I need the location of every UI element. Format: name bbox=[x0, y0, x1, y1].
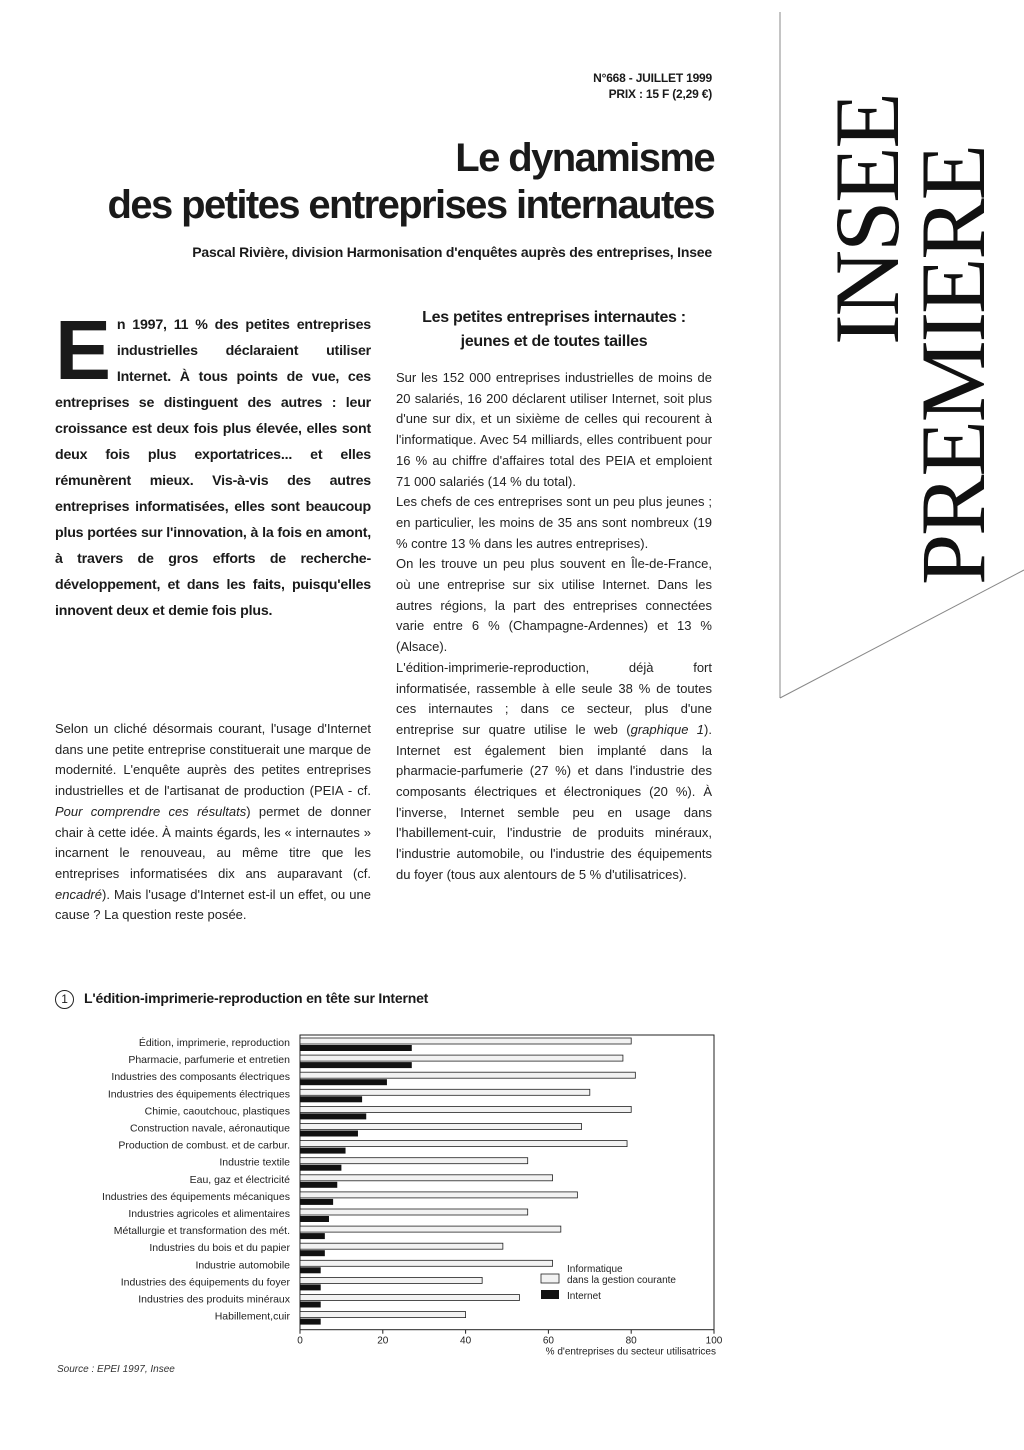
drop-cap: E bbox=[55, 303, 111, 397]
title-line-1: Le dynamisme bbox=[455, 136, 714, 180]
x-tick-label: 60 bbox=[542, 1335, 554, 1347]
lead-text: n 1997, 11 % des petites entreprises industrielles déclaraient utiliser Internet. À tous points de vue, ces entreprises se distinguent des autres : leur croissance est deux fois plus élevée, elles sont deux fois plus exportatrices... et elles rémunèrent mieux. Vis-à-vis des autres entreprises informatisées, elles sont beaucoup plus portées sur l'innovation, à la fois en amont, à travers de gros efforts de recherche-développement, et dans les faits, puisqu'elles innovent deux et demie fois plus. bbox=[55, 317, 371, 619]
bar-internet bbox=[300, 1216, 329, 1222]
bar-internet bbox=[300, 1131, 358, 1137]
x-tick-label: 20 bbox=[377, 1335, 389, 1347]
paragraph-1: Sur les 152 000 entreprises industrielles de moins de 20 salariés, 16 200 déclarent utiliser Internet, soit plus d'une sur dix, et un sixième de celles qui recourent à l'informatique. Avec 54 milliards, elles contribuent pour 16 % au chiffre d'affaires total des PEIA et emploient 71 000 salariés (14 % du total). bbox=[396, 370, 712, 489]
bar-informatique bbox=[300, 1141, 627, 1147]
category-label: Production de combust. et de carbur. bbox=[118, 1139, 290, 1152]
category-label: Eau, gaz et électricité bbox=[189, 1173, 290, 1186]
intro-emphasis-1: Pour comprendre ces résultats bbox=[55, 803, 247, 819]
bar-internet bbox=[300, 1182, 337, 1188]
bar-informatique bbox=[300, 1158, 528, 1164]
legend-label-informatique-1: Informatique bbox=[567, 1264, 623, 1275]
category-label: Industries des équipements du foyer bbox=[120, 1276, 290, 1289]
chart-title bbox=[55, 990, 428, 1009]
chart-number: 1 bbox=[55, 990, 74, 1009]
category-label: Industries des produits minéraux bbox=[138, 1293, 290, 1306]
paragraph-4-text-a: L'édition-imprimerie-reproduction, déjà fort informatisée, rassemble à elle seule 38 % de toutes ces internautes ; dans ce secteur, plus d'une entreprise sur quatre utilise le web ( bbox=[396, 659, 712, 737]
bar-chart bbox=[0, 1025, 1024, 1360]
category-label: Métallurgie et transformation des mét. bbox=[113, 1225, 290, 1238]
bar-internet bbox=[300, 1284, 321, 1290]
bar-internet bbox=[300, 1267, 321, 1273]
bar-informatique bbox=[300, 1295, 519, 1301]
brand-premiere: PREMIERE bbox=[902, 146, 1004, 585]
bar-informatique bbox=[300, 1072, 635, 1078]
issue-price: PRIX : 15 F (2,29 €) bbox=[608, 87, 712, 101]
bar-informatique bbox=[300, 1209, 528, 1215]
x-tick-label: 80 bbox=[625, 1335, 637, 1347]
bar-informatique bbox=[300, 1226, 561, 1232]
intro-text-1: Selon un cliché désormais courant, l'usage d'Internet dans une petite entreprise constituerait une marque de modernité. L'enquête auprès des petites entreprises industrielles et de l'artisanat de production (PEIA - cf. bbox=[55, 721, 371, 799]
bar-informatique bbox=[300, 1089, 590, 1095]
category-label: Industries du bois et du papier bbox=[149, 1242, 290, 1255]
page-title bbox=[108, 135, 714, 229]
legend-swatch-internet bbox=[541, 1290, 559, 1299]
category-label: Industrie automobile bbox=[195, 1259, 290, 1272]
bar-internet bbox=[300, 1079, 387, 1085]
chart-title-text: L'édition-imprimerie-reproduction en tête sur Internet bbox=[84, 990, 429, 1007]
intro-text-2: ) permet de donner chair à cette idée. À maints égards, les « internautes » incarnent le renouveau, au même titre que les entreprises informatisées dix ans auparavant (cf. bbox=[55, 803, 371, 881]
title-line-2: des petites entreprises internautes bbox=[107, 183, 714, 227]
intro-emphasis-2: encadré bbox=[55, 886, 102, 902]
bar-internet bbox=[300, 1148, 346, 1154]
legend-label-informatique-2: dans la gestion courante bbox=[567, 1275, 676, 1286]
bar-internet bbox=[300, 1113, 366, 1119]
issue-number: N°668 - JUILLET 1999 bbox=[593, 71, 712, 85]
chart-source: Source : EPEI 1997, Insee bbox=[57, 1364, 175, 1375]
bar-internet bbox=[300, 1250, 325, 1256]
bar-informatique bbox=[300, 1192, 577, 1198]
x-tick-label: 40 bbox=[460, 1335, 472, 1347]
x-axis-label: % d'entreprises du secteur utilisatrices bbox=[545, 1346, 716, 1358]
bar-informatique bbox=[300, 1277, 482, 1283]
bar-internet bbox=[300, 1199, 333, 1205]
bar-internet bbox=[300, 1302, 321, 1308]
category-label: Construction navale, aéronautique bbox=[130, 1122, 290, 1135]
brand-insee: INSEE bbox=[816, 94, 918, 345]
paragraph-4-text-b: ). Internet est également bien implanté dans la pharmacie-parfumerie (27 %) et dans l'industrie des composants électriques et électroniques (20 %). À l'inverse, Internet semble peu en usage dans l'habillement-cuir, l'industrie de produits minéraux, l'industrie automobile, ou l'industrie des équipements du foyer (tous aux alentours de 5 % d'utilisatrices). bbox=[396, 721, 712, 882]
category-label: Industrie textile bbox=[219, 1156, 290, 1169]
x-tick-label: 0 bbox=[297, 1335, 303, 1347]
category-label: Édition, imprimerie, reproduction bbox=[138, 1037, 290, 1049]
bar-informatique bbox=[300, 1312, 466, 1318]
intro-text-3: ). Mais l'usage d'Internet est-il un effet, ou une cause ? La question reste posée. bbox=[55, 886, 371, 923]
paragraph-2: Les chefs de ces entreprises sont un peu plus jeunes ; en particulier, les moins de 35 ans sont nombreux (19 % contre 13 % dans les autres entreprises). bbox=[396, 494, 712, 551]
bar-informatique bbox=[300, 1243, 503, 1249]
category-label: Chimie, caoutchouc, plastiques bbox=[144, 1105, 290, 1118]
bar-internet bbox=[300, 1045, 412, 1051]
bar-internet bbox=[300, 1165, 341, 1171]
intro-paragraph bbox=[55, 719, 371, 926]
brand-logo bbox=[816, 45, 1004, 585]
category-label: Industries des composants électriques bbox=[111, 1071, 290, 1084]
bar-internet bbox=[300, 1233, 325, 1239]
bar-internet bbox=[300, 1062, 412, 1068]
category-label: Industries des équipements électriques bbox=[107, 1088, 290, 1101]
section-subheading: Les petites entreprises internautes : jeunes et de toutes tailles bbox=[422, 309, 686, 350]
issue-info bbox=[593, 70, 712, 102]
bar-informatique bbox=[300, 1124, 582, 1130]
right-column-text bbox=[396, 368, 712, 886]
bar-informatique bbox=[300, 1175, 553, 1181]
bar-informatique bbox=[300, 1055, 623, 1061]
bar-informatique bbox=[300, 1106, 631, 1112]
paragraph-4 bbox=[396, 658, 712, 886]
bar-internet bbox=[300, 1096, 362, 1102]
legend-label-internet: Internet bbox=[567, 1291, 601, 1302]
category-label: Industries des équipements mécaniques bbox=[102, 1190, 290, 1203]
category-label: Habillement,cuir bbox=[214, 1310, 290, 1323]
x-tick-label: 100 bbox=[705, 1335, 723, 1347]
legend-swatch-informatique bbox=[541, 1274, 559, 1283]
paragraph-4-emphasis: graphique 1 bbox=[630, 721, 705, 737]
bar-informatique bbox=[300, 1260, 553, 1266]
paragraph-3: On les trouve un peu plus souvent en Île-de-France, où une entreprise sur six utilise Internet. Dans les autres régions, la part des entreprises connectées varie entre 6 % (Champagne-Ardennes) et 13 % (Alsace). bbox=[396, 556, 712, 655]
author-line: Pascal Rivière, division Harmonisation d'enquêtes auprès des entreprises, Insee bbox=[192, 244, 712, 260]
bar-internet bbox=[300, 1319, 321, 1325]
category-label: Industries agricoles et alimentaires bbox=[128, 1208, 290, 1220]
category-label: Pharmacie, parfumerie et entretien bbox=[128, 1054, 290, 1067]
bar-informatique bbox=[300, 1038, 631, 1044]
lead-paragraph bbox=[55, 303, 371, 624]
